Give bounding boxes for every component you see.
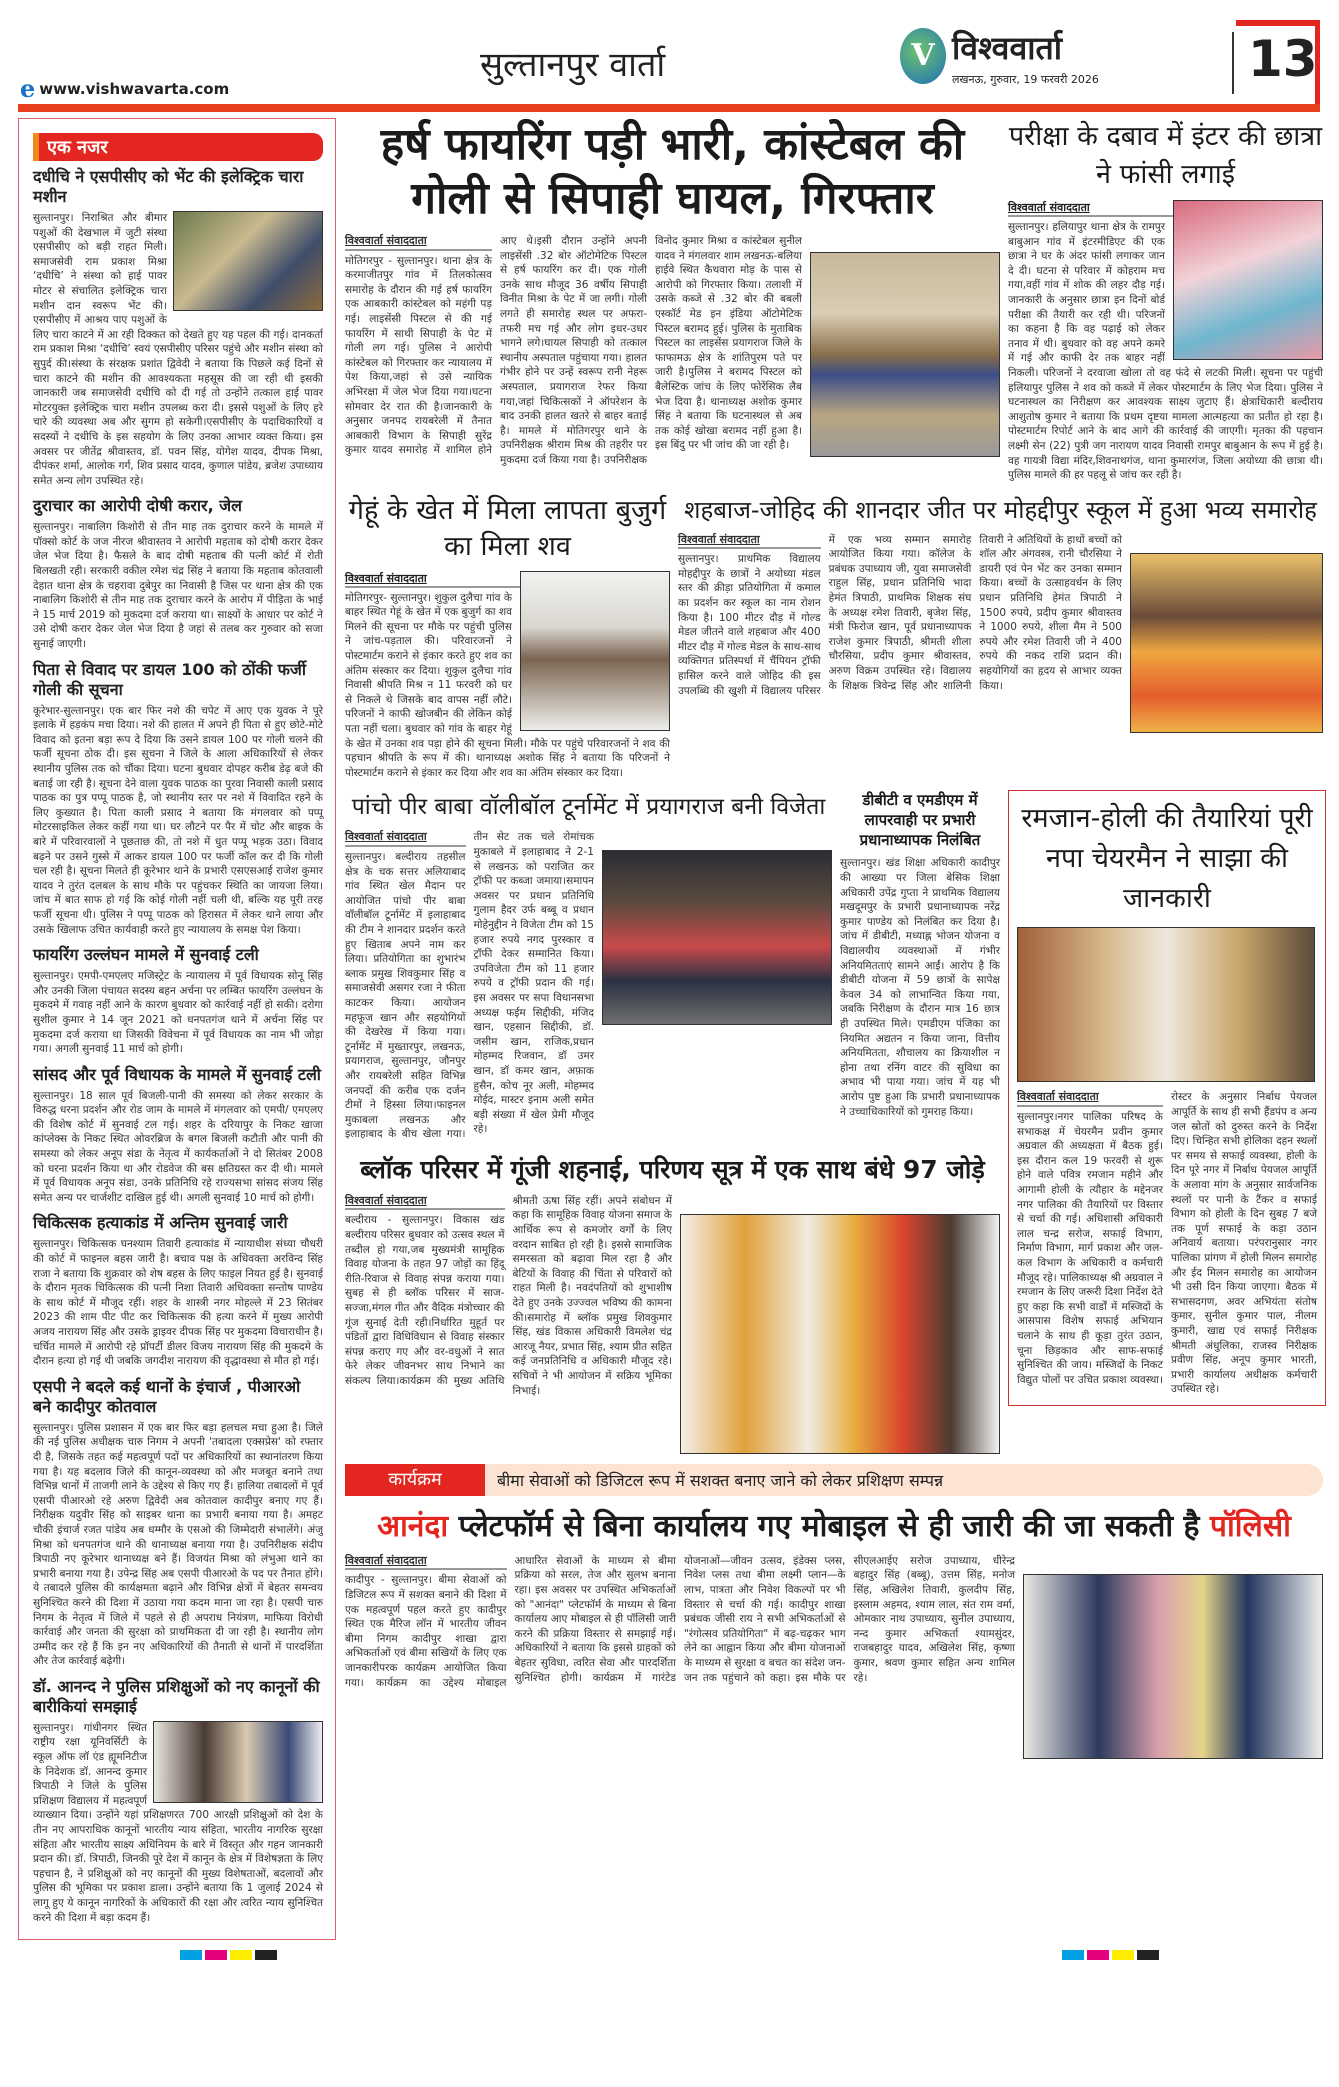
header-rule (18, 104, 1320, 112)
karyakram-subhead: बीमा सेवाओं को डिजिटल रूप में सशक्त बनाए जाने को लेकर प्रशिक्षण सम्पन्न (497, 1470, 944, 1490)
volley-body: विश्ववार्ता संवाददाता सुल्तानपुर। बल्दीराय तहसील क्षेत्र के चक सत्तर अलियाबाद गांव स्थित खेल मैदान पर आयोजित पांचो पीर बाबा वॉलीबॉल टूर्नामेंट में इलाहाबाद की टीम ने शानदार प्रदर्शन करते हुए खिताब अपने नाम कर लिया। प्रतियोगिता का शुभारंभ ब्लाक प्रमुख शिवकुमार सिंह व समाजसेवी असगर रजा ने फीता काटकर किया। आयोजन महफूज खान और सहयोगियों की देखरेख में किया गया। टूर्नामेंट में मुख्तारपुर, लखनऊ, प्रयागराज, सुल्तानपुर, जौनपुर और रायबरेली सहित विभिन्न जनपदों की करीब एक दर्जन टीमों ने हिस्सा लिया।फाइनल मुकाबला लखनऊ और इलाहाबाद के बीच खेला गया। तीन सेट तक चले रोमांचक मुकाबले में इलाहाबाद ने 2-1 से लखनऊ को पराजित कर ट्रॉफी पर कब्जा जमाया।समापन अवसर पर प्रधान प्रतिनिधि गुलाम हैदर उर्फ बब्बू व प्रधान मोहेनुद्दीन ने विजेता टीम को 15 हजार रुपये नगद पुरस्कार व ट्रॉफी देकर सम्मानित किया।उपविजेता टीम को 11 हजार रुपये व ट्रॉफी प्रदान की गई। इस अवसर पर सपा विधानसभा अध्यक्ष फईम सिद्दीकी, मंजिद खान, एहसान सिद्दीकी, डॉ. जसीम खान, राजिक,प्रधान मोहम्मद रिजवान, डॉ उमर खान, डॉ कमर खान, अफ़ाक हुसैन, कोच नूर अली, मोहम्मद मोईद, मास्टर इनाम अली समेत बड़ी संख्या में खेल प्रेमी मौजूद रहे। (345, 830, 594, 1141)
article-body: सुल्तानपुर। पुलिस प्रशासन में एक बार फिर बड़ा हलचल मचा हुआ है। जिले की नई पुलिस अधीक्षक चारु निगम ने अपनी 'तबादला एक्सप्रेस' को रफ्तार दी है, जिसके तहत कई महत्वपूर्ण पदों पर अधिकारियों का स्थानांतरण किया गया है। यह बदलाव जिले की कानून-व्यवस्था को और मजबूत बनाने तथा विभिन्न थानों में ताजगी लाने के उद्देश्य से किए गए हैं। हालिया तबादलों में पूर्व एसपी पीआरओ रहे अरुण द्विवेदी अब कोतवाल कादीपुर बनाए गए हैं। निरीक्षक यदुवीर सिंह को साइबर थाना का प्रभारी बनाया गया है। अमहट चौकी इंचार्ज रजत पांडेय अब धम्मौर के एसओ की जिम्मेदारी संभालेंगे। अंजु मिश्रा को धनपतगंज थाने की थानाध्यक्ष बनाया गया है। उपनिरीक्षक संदीप त्रिपाठी नए कूरेभार थानाध्यक्ष बने हैं। विजयंत मिश्रा को लंभुआ थाने का प्रभारी बनाया गया है। उपेन्द्र सिंह अब एसपी पीआरओ के पद पर तैनात होंगे। ये तबादले पुलिस की कार्यक्षमता बढ़ाने और विभिन्न क्षेत्रों में बेहतर समन्वय सुनिश्चित करने की दिशा में उठाया गया कदम माना जा रहा है। एसपी चारु निगम के नेतृत्व में जिले में पहले से ही अपराध नियंत्रण, माफिया विरोधी कार्रवाई और जनता की सुरक्षा को प्राथमिकता दी जा रही है। स्थानीय लोग उम्मीद कर रहे हैं कि इन नए अधिकारियों की तैनाती से थानों में पारदर्शिता और तेज कार्रवाई बढ़ेगी। (33, 1421, 323, 1668)
article-photo (153, 1721, 323, 1803)
karyakram-band (345, 1464, 1323, 1496)
lead-content (345, 234, 1000, 468)
lic-headline: आनंदा प्लेटफॉर्म से बिना कार्यालय गए मोबाइल से ही जारी की जा सकती है पॉलिसी (377, 1508, 1291, 1544)
article-headline: पिता से विवाद पर डायल 100 को ठोंकी फर्जी गोली की सूचना (33, 659, 306, 699)
article-photo (173, 211, 323, 311)
lead-article (345, 118, 1000, 468)
sidebar-article (33, 1065, 323, 1206)
wheat-headline: गेहूं के खेत में मिला लापता बुजुर्ग का मिला शव (348, 494, 667, 562)
page-number: 13 (1248, 30, 1318, 88)
dbt-article (840, 790, 1000, 1119)
article-body: सुल्तानपुर। नाबालिग किशोरी से तीन माह तक दुराचार करने के मामले में पॉक्सो कोर्ट के जज नीरज श्रीवास्तव ने आरोपी महताब को दोषी करार देकर जेल भेज दिया है। फैसले के बाद दोषी महताब की पत्नी कोर्ट में रोती बिलखती रही। सरकारी वकील रमेश चंद्र सिंह ने बताया कि महताब कोतवाली देहात थाना क्षेत्र के चहरावा दुबेपुर का निवासी है जिस पर थाना क्षेत्र की एक नाबालिग किशोरी से तीन माह तक दुराचार करने के आरोप में पीड़िता के भाई ने 15 मार्च 2019 को मुकदमा दर्ज कराया था। साक्ष्यों के आधार पर कोर्ट ने उसे दोषी करार देकर जेल भेज दिया है जहां से तलब कर गुरुवार को सजा सुनाई जाएगी। (33, 521, 323, 651)
wedding-content (345, 1194, 1000, 1454)
main-area (345, 118, 1323, 1759)
article-headline: चिकित्सक हत्याकांड में अन्तिम सुनवाई जारी (33, 1213, 288, 1233)
ramzan-body: विश्ववार्ता संवाददाता सुल्तानपुर।नगर पालिका परिषद के सभाकक्ष में चेयरमैन प्रवीन कुमार अग्रवाल की अध्यक्षता में बैठक हुई। इस दौरान कल 19 फरवरी से शुरू होने वाले पवित्र रमजान महीने और आगामी होली के त्यौहार के मद्देनजर नगर पालिका की तैयारियों पर विस्तार से चर्चा की गई। अधिशासी अधिकारी लाल चन्द्र सरोज, सफाई विभाग, निर्माण विभाग, मार्ग प्रकाश और जल-कल विभाग के अधिकारी व कर्मचारी मौजूद रहे। पालिकाध्यक्ष श्री अग्रवाल ने रमजान के लिए जरूरी दिशा निर्देश देते हुए कहा कि सभी वार्डों में मस्जिदों के आसपास विशेष सफाई अभियान चलाने के साथ ही कूड़ा तुरंत उठान, चूना छिड़काव और साफ-सफाई सुनिश्चित की जाय। मस्जिदों के निकट विद्युत पोलों पर उचित प्रकाश व्यवस्था। रोस्टर के अनुसार निर्बाध पेयजल आपूर्ति के साथ ही सभी हैंडपंप व अन्य जल स्रोतों को दुरुस्त करने के निर्देश दिए। चिन्हित सभी होलिका दहन स्थलों पर समय से सफाई व्यवस्था, होली के दिन पूरे नगर में निर्बाध पेयजल आपूर्ति के अलावा मांग के अनुसार सार्वजनिक स्थलों पर पानी के टैंकर व सफाई विभाग को होली के दिन सुबह 7 बजे तक पूर्ण सफाई के कड़ा उठान अनिवार्य बताया। परंपरानुसार नगर पालिका प्रांगण में होली मिलन समारोह और ईद मिलन समारोह का आयोजन भी उसी दिन किया जाएगा। बैठक में सभासदगण, अवर अभियंता संतोष कुमार, सुनील कुमार पाल, नीलम कुमारी, खाद्य एवं सफाई निरीक्षक श्रीमती अंधुलिका, राजस्व निरीक्षक प्रवीण सिंह, अनूप कुमार भारती, प्रभारी कार्यालय अधीक्षक कर्मचारी उपस्थित रहे। (1017, 1090, 1317, 1396)
registration-mark (230, 1950, 252, 1960)
registration-strip (0, 1940, 1339, 1970)
exam-content (1008, 200, 1323, 483)
school-article (678, 493, 1323, 733)
exam-headline: परीक्षा के दबाव में इंटर की छात्रा ने फांसी लगाई (1008, 121, 1323, 190)
volley-headline: पांचो पीर बाबा वॉलीबॉल टूर्नामेंट में प्रयागराज बनी विजेता (351, 794, 826, 821)
byline: विश्ववार्ता संवाददाता (345, 234, 492, 251)
article-body: सुल्तानपुर। एमपी-एमएलए मजिस्ट्रेट के न्यायालय में पूर्व विधायक सोनू सिंह और उनकी जिला पंचायत सदस्य बहन अर्चना पर लम्बित फायरिंग उल्लंघन के मुकदमे में गवाह नहीं आने के कारण बुधवार को कार्रवाई नहीं हो सकी। दरोगा सुशील कुमार ने 14 जून 2021 को धनपतगंज थाने में अर्चना सिंह पर मुकदमा दर्ज कराया था जिसकी विवेचना में पूर्व विधायक का नाम भी जोड़ा गया। अगली सुनवाई 11 मार्च को होगी। (33, 970, 323, 1056)
byline: विश्ववार्ता संवाददाता (345, 1194, 505, 1211)
wheat-article (345, 493, 670, 781)
byline: विश्ववार्ता संवाददाता (678, 533, 821, 550)
article-body: सुल्तानपुर। 18 साल पूर्व बिजली-पानी की समस्या को लेकर सरकार के विरुद्ध धरना प्रदर्शन और रोड जाम के मामले में मंगलवार को एमपी/ एमएलए की विशेष कोर्ट में सुनवाई टल गई। शहर के दरियापुर के निकट खाजा कांप्लेक्स के निकट स्थित ओवरब्रिज के बगल बिजली कटौती और पानी की समस्या को लेकर अनूप संडा के नेतृत्व में कार्यकर्ताओं ने दो सितंबर 2008 को धरना प्रदर्शन किया था और रोडवेज की बस क्षतिग्रस्त कर दी थी। मामले में पूर्व विधायक अनूप संडा, उनके प्रतिनिधि रहे राज्यसभा सांसद संजय सिंह समेत अन्य पर चार्जशीट दाखिल हुई थी। अगली सुनवाई 10 मार्च को होगी। (33, 1089, 323, 1204)
registration-mark (255, 1950, 277, 1960)
lead-photo (810, 252, 1000, 457)
volley-article (345, 790, 832, 1141)
ramzan-box (1008, 790, 1326, 1405)
sidebar-article (33, 945, 323, 1057)
registration-mark (1112, 1950, 1134, 1960)
row-top (345, 118, 1323, 483)
lic-body: विश्ववार्ता संवाददाता कादीपुर - सुल्तानपुर। बीमा सेवाओं को डिजिटल रूप में सशक्त बनाने की दिशा में एक महत्वपूर्ण पहल करते हुए कादीपुर स्थित एक मैरिज लॉन में भारतीय जीवन बीमा निगम कादीपुर शाखा द्वारा अभिकर्ताओं एवं बीमा सखियों के लिए एक जानकारीपरक कार्यक्रम आयोजित किया गया। कार्यक्रम का उद्देश्य मोबाइल आधारित सेवाओं के माध्यम से बीमा प्रक्रिया को सरल, तेज और सुलभ बनाना रहा। इस अवसर पर उपस्थित अभिकर्ताओं को "आनंदा" प्लेटफॉर्म के माध्यम से बिना कार्यालय आए मोबाइल से ही पॉलिसी जारी करने की प्रक्रिया विस्तार से समझाई गई। अधिकारियों ने बताया कि इससे ग्राहकों को बेहतर सुविधा, त्वरित सेवा और पारदर्शिता सुनिश्चित होगी। कार्यक्रम में गारंटेड योजनाओं—जीवन उत्सव, इंडेक्स प्लस, निवेश प्लस तथा बीमा लक्ष्मी प्लान—के लाभ, पात्रता और निवेश विकल्पों पर भी विस्तार से चर्चा की गई। कादीपुर शाखा प्रबंधक जीसी राय ने सभी अभिकर्ताओं से "रंगोत्सव प्रतियोगिता" में बढ़-चढ़कर भाग लेने का आह्वान किया और बीमा योजनाओं के माध्यम से सुरक्षा व बचत का संदेश जन-जन तक पहुंचाने को कहा। इस मौके पर सीएलआईए सरोज उपाध्याय, धीरेन्द्र बहादुर सिंह (बब्बू), उत्तम सिंह, मनोज सिंह, अखिलेश तिवारी, कुलदीप सिंह, इस्लाम अहमद, श्याम लाल, संत राम वर्मा, ओमकार नाथ उपाध्याय, सुनील उपाध्याय, नन्द कुमार अभिकर्ता श्यामसुंदर, राजबहादुर यादव, अखिलेश सिंह, कृष्णा कुमार, श्रवण कुमार सहित अन्य शामिल रहे। (345, 1553, 1015, 1689)
wheat-photo (520, 571, 670, 731)
wheat-content (345, 571, 670, 781)
article-body: कूरेभार-सुल्तानपुर। एक बार फिर नशे की चपेट में आए एक युवक ने पूरे इलाके में हड़कंप मचा दिया। नशे की हालत में अपने ही पिता से हुए छोटे-मोटे विवाद को इतना बड़ा रूप दे दिया कि उसने डायल 100 पर गोली चलने की फर्जी सूचना ठोक दी। इस सूचना ने जिले के आला अधिकारियों से लेकर स्थानीय पुलिस तक को चौंका दिया। घटना बुधवार दोपहर करीब डेढ़ बजे की बताई जा रही है। सूचना देने वाला युवक पाठक का पुरवा निवासी काली प्रसाद पाठक का पुत्र पप्पू पाठक है, जो स्थानीय स्तर पर नशे में विवादित रहने के लिए कुख्यात है। पिता काली प्रसाद ने बताया कि मंगलवार को पप्पू मोटरसाइकिल लेकर कहीं गया था। घर लौटने पर पैर में चोट और बाइक के बारे में परिवारवालों ने पूछताछ की, तो नशे में धुत पप्पू भड़क उठा। विवाद बढ़ने पर उसने गुस्से में आकर डायल 100 पर फर्जी कॉल कर दी कि गोली चल रही है। सूचना मिलते ही कूरेभार थाने के प्रभारी एसएसआई राजेश कुमार यादव ने तुरंत दलबल के साथ मौके पर पहुंचकर स्थिति का जायजा लिया। जांच में बात साफ हो गई कि कोई गोली नहीं चली थी, बल्कि यह पूरी तरह फर्जी सूचना थी। पुलिस ने पप्पू पाठक को हिरासत में लेकर थाने लाया और उसके खिलाफ उचित कार्यवाही करते हुए न्यायालय के समक्ष पेश किया। (33, 704, 323, 936)
school-body: विश्ववार्ता संवाददाता सुल्तानपुर। प्राथमिक विद्यालय मोहद्दीपुर के छात्रों ने अयोध्या मंडल स्तर की क्रीड़ा प्रतियोगिता में कमाल का प्रदर्शन कर स्कूल का नाम रोशन किया है। 100 मीटर दौड़ में गोल्ड मेडल जीतने वाले शहबाज और 400 मीटर दौड़ में गोल्ड मेडल के साथ-साथ व्यक्तिगत प्रतिस्पर्धा में चैंपियन ट्रॉफी हासिल करने वाले जोहिद की इस उपलब्धि की खुशी में विद्यालय परिसर में एक भव्य सम्मान समारोह आयोजित किया गया। कॉलेज के प्रबंधक उपाध्याय जी, युवा समाजसेवी राहुल सिंह, प्रधान प्रतिनिधि भादा हेमंत त्रिपाठी, प्राथमिक शिक्षक संघ के अध्यक्ष रमेश तिवारी, बृजेश सिंह, मंत्री फिरोज खान, पूर्व प्रधानाध्यापक राजेश कुमार त्रिपाठी, श्रीमती शीला चौरसिया, प्रदीप कुमार श्रीवास्तव, अरुण विक्रम उपस्थित रहे। विद्यालय के शिक्षक त्रिवेन्द्र सिंह और शालिनी तिवारी ने अतिथियों के हाथों बच्चों को शॉल और अंगवस्त्र, रानी चौरसिया ने डायरी एवं पेन भेंट कर उनका सम्मान किया। बच्चों के उत्साहवर्धन के लिए प्रधान प्रतिनिधि हेमंत त्रिपाठी ने 1500 रुपये, प्रदीप कुमार श्रीवास्तव ने 1000 रुपये, शीला मैम ने 500 रुपये और रमेश तिवारी जी ने 400 रुपये की नकद राशि प्रदान की। सहयोगियों का हृदय से आभार व्यक्त किया। (678, 532, 1122, 697)
sidebar-article (33, 1677, 323, 1925)
article-headline: दधीचि ने एसपीसीए को भेंट की इलेक्ट्रिक चारा मशीन (33, 167, 304, 206)
byline: विश्ववार्ता संवाददाता (345, 571, 670, 588)
section-title: सुल्तानपुर वार्ता (480, 45, 666, 85)
registration-mark (1062, 1950, 1084, 1960)
karyakram-tag: कार्यक्रम (345, 1464, 485, 1496)
registration-group (1062, 1950, 1159, 1960)
lead-body: विश्ववार्ता संवाददाता मोतिगरपुर - सुल्तानपुर। थाना क्षेत्र के करमाजीतपुर गांव में तिलकोत्सव समारोह के दौरान की गई हर्ष फायरिंग एक आबकारी कांस्टेबल को महंगी पड़ गई। लाइसेंसी पिस्टल से की गई फायरिंग में साथी सिपाही के पेट में गोली लग गई। पुलिस ने आरोपी कांस्टेबल को गिरफ्तार कर न्यायालय में पेश किया,जहां से उसे न्यायिक अभिरक्षा में जेल भेज दिया गया।घटना सोमवार देर रात की है।जानकारी के अनुसार जनपद रायबरेली में तैनात आबकारी विभाग के सिपाही सुरेंद्र कुमार यादव समारोह में शामिल होने आए थे।इसी दौरान उन्होंने अपनी लाइसेंसी .32 बोर ऑटोमेटिक पिस्टल से हर्ष फायरिंग कर दी। एक गोली उनके साथ मौजूद 36 वर्षीय सिपाही विनीत मिश्रा के पेट में जा लगी। गोली लगते ही समारोह स्थल पर अफरा-तफरी मच गई और लोग इधर-उधर भागने लगे।घायल सिपाही को तत्काल स्थानीय अस्पताल पहुंचाया गया। हालत गंभीर होने पर उन्हें स्वरूप रानी नेहरू अस्पताल, प्रयागराज रेफर किया गया,जहां चिकित्सकों ने ऑपरेशन के बाद उनकी हालत खतरे से बाहर बताई है। मामले में मोतिगरपुर थाने के उपनिरीक्षक श्रीराम मिश्र की तहरीर पर मुकदमा दर्ज किया गया है। उपनिरीक्षक विनोद कुमार मिश्रा व कांस्टेबल सुनील यादव ने मंगलवार शाम लखनऊ-बलिया हाईवे स्थित कैथवारा मोड़ के पास से आरोपी को गिरफ्तार किया। तलाशी में उसके कब्जे से .32 बोर की बबली एस्कॉर्ट मेड इन इंडिया ऑटोमेटिक पिस्टल बरामद हुई। पुलिस के मुताबिक पिस्टल का लाइसेंस प्रयागराज जिले के फाफामऊ क्षेत्र के शांतिपुरम पते पर जारी है।पुलिस ने बरामद पिस्टल को बैलेस्टिक जांच के लिए फोरेंसिक लैब भेज दिया है। थानाध्यक्ष अशोक कुमार सिंह ने बताया कि घटनास्थल से अब तक कोई खोखा बरामद नहीं हुआ है। इस बिंदु पर भी जांच की जा रही है। (345, 234, 802, 466)
article-body: सुल्तानपुर। निराश्रित और बीमार पशुओं की देखभाल में जुटी संस्था एसपीसीए को बड़ी राहत मिली। समाजसेवी राम प्रकाश मिश्रा ‘दधीचि’ ने संस्था को हाई पावर मोटर से संचालित इलेक्ट्रिक चारा मशीन दान स्वरूप भेंट की।एसपीसीए में आश्रय पाए पशुओं के लिए चारा काटने में आ रही दिक्कत को देखते हुए यह पहल की गई। दानकर्ता राम प्रकाश मिश्रा ‘दधीचि’ स्वयं एसपीसीए परिसर पहुंचे और मशीन संस्था को सुपुर्द की।संस्था के संरक्षक प्रशांत द्विवेदी ने बताया कि पिछले कई दिनों से चारा काटने की मशीन की आवश्यकता महसूस की जा रही थी इसकी जानकारी जब समाजसेवी दधीचि को दी गई तो उन्होंने तत्काल हाई पावर मोटरयुक्त इलेक्ट्रिक चारा मशीन उपलब्ध करा दी। इससे पशुओं के लिए हरे चारे की व्यवस्था अब और सुगम हो सकेगी।एसपीसीए के पदाधिकारियों व सदस्यों ने दधीचि के इस सहयोग के लिए उनका आभार व्यक्त किया। इस अवसर पर जीतेंद्र श्रीवास्तव, डॉ. पवन सिंह, योगेश यादव, दीपक मिश्रा, दीपंकर शर्मा, आलोक गर्ग, शिव प्रसाद यादव, कुणाल पांडेय, ब्रजेश उपाध्याय समेत अन्य लोग उपस्थित रहे। (33, 212, 323, 487)
volley-photo (602, 850, 832, 1025)
sidebar-article (33, 660, 323, 938)
dbt-body: सुल्तानपुर। खंड शिक्षा अधिकारी कादीपुर की आख्या पर जिला बेसिक शिक्षा अधिकारी उपेंद्र गुप्ता ने प्राथमिक विद्यालय मखदूमपुर के प्रभारी प्रधानाध्यापक नरेंद्र कुमार पाण्डेय को निलंबित कर दिया है। जांच में डीबीटी, मध्याह्न भोजन योजना व विद्यालयीय व्यवस्थाओं में गंभीर अनियमितताएं सामने आईं। आरोप है कि डीबीटी योजना में 59 छात्रों के सापेक्ष केवल 34 को लाभान्वित किया गया, जबकि निरीक्षण के दौरान मात्र 16 छात्र ही उपस्थित मिले। एमडीएम पंजिका का नियमित अद्यतन न किया जाना, वित्तीय अनियमितता, शौचालय का क्रियाशील न होना तथा रनिंग वाटर की सुविधा का अभाव भी पाया गया। जांच में यह भी आरोप पुष्ट हुआ कि प्रभारी प्रधानाध्यापक ने उच्चाधिकारियों को गुमराह किया। (840, 857, 1000, 1118)
wedding-body: विश्ववार्ता संवाददाता बल्दीराय - सुल्तानपुर। विकास खंड बल्दीराय परिसर बुधवार को उत्सव स्थल में तब्दील हो गया,जब मुख्यमंत्री सामूहिक विवाह योजना के तहत 97 जोड़ों का हिंदू रीति-रिवाज से विवाह संपन्न कराया गया। सुबह से ही ब्लॉक परिसर में साज-सज्जा,मंगल गीत और वैदिक मंत्रोच्चार की गूंज सुनाई देती रही।निर्धारित मुहूर्त पर पंडितों द्वारा विधिविधान से विवाह संस्कार संपन्न कराए गए और वर-वधुओं ने सात फेरे लेकर जीवनभर साथ निभाने का संकल्प लिया।कार्यक्रम की मुख्य अतिथि श्रीमती ऊषा सिंह रहीं। अपने संबोधन में कहा कि सामूहिक विवाह योजना समाज के आर्थिक रूप से कमजोर वर्गों के लिए वरदान साबित हो रही है। इससे सामाजिक समरसता को बढ़ावा मिल रहा है और बेटियों के विवाह की चिंता से परिवारों को राहत मिली है। नवदंपतियों को शुभाशीष देते हुए उनके उज्ज्वल भविष्य की कामना की।समारोह में ब्लॉक प्रमुख शिवकुमार सिंह, खंड विकास अधिकारी विमलेश चंद्र आरजू नैयर, प्रभात सिंह, श्याम प्रीत सहित कई जनप्रतिनिधि व अधिकारी मौजूद रहे। सचिवों ने भी आयोजन में सक्रिय भूमिका निभाई। (345, 1193, 672, 1397)
article-headline: एसपी ने बदले कई थानों के इंचार्ज , पीआरओ बने कादीपुर कोतवाल (33, 1376, 301, 1416)
lead-headline: हर्ष फायरिंग पड़ी भारी, कांस्टेबल की गोली से सिपाही घायल, गिरफ्तार (380, 119, 965, 224)
byline: विश्ववार्ता संवाददाता (1008, 200, 1323, 217)
school-headline: शहबाज-जोहिद की शानदार जीत पर मोहद्दीपुर स्कूल में हुआ भव्य समारोह (684, 495, 1317, 524)
exam-photo (1173, 200, 1323, 360)
wedding-headline: ब्लॉक परिसर में गूंजी शहनाई, परिणय सूत्र में एक साथ बंधे 97 जोड़े (360, 1154, 985, 1184)
masthead (0, 0, 1339, 118)
volley-content (345, 830, 832, 1141)
school-content (678, 533, 1323, 733)
page-content (18, 118, 1323, 1940)
ek-nazar-label: एक नजर (33, 133, 323, 161)
exam-article (1008, 118, 1323, 483)
byline: विश्ववार्ता संवाददाता (345, 830, 466, 847)
wedding-article (345, 1152, 1000, 1454)
browser-e-icon: e (20, 74, 36, 103)
article-headline: दुराचार का आरोपी दोषी करार, जेल (33, 496, 242, 516)
wheat-body: मोतिगरपुर- सुल्तानपुर। शुकुल दुलैचा गांव के बाहर स्थित गेहूं के खेत में एक बुजुर्ग का शव मिलने की सूचना पर मौके पर पहुंची पुलिस ने जांच-पड़ताल की। परिवारजनों ने पोस्टमार्टम कराने से इंकार करते हुए शव का अंतिम संस्कार कर दिया। शुकुल दुलैचा गांव निवासी श्रीपति मिश्र न 11 फरवरी को घर से निकले थे जिसके बाद वापस नहीं लौटे। परिजनों ने काफी खोजबीन की लेकिन कोई पता नहीं चला। बुधवार को गांव के बाहर गेहूं के खेत में उनका शव पड़ा होने की सूचना मिली। मौके पर पहुंचे परिवारजनों ने शव की पहचान श्रीपति के रूप में की। थानाध्यक्ष अशोक सिंह ने बताया कि परिजनों ने पोस्टमार्टम कराने से इंकार कर दिया और शव का अंतिम संस्कार कर दिया। (345, 591, 670, 779)
divider (1232, 32, 1234, 94)
school-photo (1130, 553, 1323, 733)
ek-nazar-box (18, 118, 336, 1940)
registration-group (180, 1950, 277, 1960)
registration-mark (180, 1950, 202, 1960)
registration-mark (1087, 1950, 1109, 1960)
article-body: सुल्तानपुर। चिकित्सक घनश्याम तिवारी हत्याकांड में न्यायाधीश संध्या चौधरी की कोर्ट में फाइनल बहस जारी है। बचाव पक्ष के अधिवक्ता अरविन्द सिंह राजा ने बताया कि शुक्रवार को शेष बहस के लिए फाइल नियत हुई है। सुनवाई के दौरान मृतक चिकित्सक की पत्नी निशा तिवारी अधिवक्ता सन्तोष पाण्डेय के साथ कोर्ट में मौजूद रहीं। शहर के शास्त्री नगर मोहल्ले में 23 सितंबर 2023 की शाम पीट पीट कर चिकित्सक की हत्या करने में मुख्य आरोपी अजय नारायण सिंह और उसके ड्राइवर दीपक सिंह पर मुकदमा विचाराधीन है। चर्चित मामले में आरोपी रहे प्रॉपर्टी डीलर विजय नारायण सिंह की मुकदमे के दौरान हत्या हो गई थी जबकि जगदीश नारायण की वृद्धावस्था से मौत हो गई। (33, 1238, 323, 1368)
website-url[interactable]: e www.vishwavarta.com (20, 74, 230, 103)
sidebar-article (33, 496, 323, 651)
edition-date: लखनऊ, गुरुवार, 19 फरवरी 2026 (952, 73, 1099, 86)
exam-body: सुल्तानपुर। हलियापुर थाना क्षेत्र के रामपुर बाबुआन गांव में इंटरमीडिएट की एक छात्रा ने घर के अंदर फांसी लगाकर जान दे दी। घटना से परिवार में कोहराम मच गया,वहीं गांव में शोक की लहर दौड़ गई। जानकारी के अनुसार छात्रा इन दिनों बोर्ड परीक्षा की तैयारी कर रही थी। परिजनों का कहना है कि वह पढ़ाई को लेकर तनाव में थी। बुधवार को वह अपने कमरे में गई और काफी देर तक बाहर नहीं निकली। परिजनों ने दरवाजा खोला तो वह फंदे से लटकी मिली। सूचना पर पहुंची हलियापुर पुलिस ने शव को कब्जे में लेकर पोस्टमार्टम के लिए भेज दिया। पुलिस ने घटनास्थल का निरीक्षण कर आवश्यक साक्ष्य जुटाए हैं। क्षेत्राधिकारी बल्दीराय आशुतोष कुमार ने बताया कि प्रथम दृष्टया मामला आत्महत्या का प्रतीत हो रहा है। पोस्टमार्टम रिपोर्ट आने के बाद आगे की कार्रवाई की जाएगी। मृतका की पहचान लक्ष्मी सेन (22) पुत्री जग नारायण यादव निवासी रामपुर बाबुआन के रूप में हुई है। वह गायत्री विद्या मंदिर,शिवनाथगंज, थाना कुमारगंज, जिला अयोध्या की छात्रा थी। पुलिस मामले की हर पहलू से जांच कर रही है। (1008, 221, 1323, 482)
byline: विश्ववार्ता संवाददाता (345, 1554, 507, 1571)
ramzan-photo (1017, 927, 1315, 1082)
registration-mark (1137, 1950, 1159, 1960)
article-headline: सांसद और पूर्व विधायक के मामले में सुनवाई टली (33, 1064, 321, 1084)
lic-article (345, 1506, 1323, 1759)
article-headline: फायरिंग उल्लंघन मामले में सुनवाई टली (33, 945, 259, 965)
article-headline: डॉ. आनन्द ने पुलिस प्रशिक्षुओं को नए कानूनों की बारीकियां समझाई (33, 1676, 320, 1716)
byline: विश्ववार्ता संवाददाता (1017, 1090, 1163, 1107)
row-third (345, 790, 1323, 1453)
volley-dbt-row (345, 790, 1000, 1141)
sidebar-article (33, 1213, 323, 1368)
dbt-headline: डीबीटी व एमडीएम में लापरवाही पर प्रभारी प्रधानाध्यापक निलंबित (859, 791, 981, 850)
ramzan-headline: रमजान-होली की तैयारियां पूरी नपा चेयरमैन ने साझा की जानकारी (1021, 803, 1313, 915)
wedding-photo (680, 1214, 1000, 1454)
sidebar-article (33, 1377, 323, 1669)
brand-name: विश्ववार्ता (952, 29, 1063, 67)
lic-photo (1023, 1574, 1323, 1759)
left-stack (345, 790, 1000, 1453)
row-second (345, 493, 1323, 781)
sidebar-article (33, 167, 323, 488)
lic-content (345, 1554, 1323, 1759)
registration-mark (205, 1950, 227, 1960)
vishwavarta-logo-icon: V (900, 28, 946, 84)
article-body: सुल्तानपुर। गांधीनगर स्थित राष्ट्रीय रक्षा यूनिवर्सिटी के स्कूल ऑफ लॉ एंड ह्यूमनिटीज के निदेशक डॉ. आनन्द कुमार त्रिपाठी ने जिले के पुलिस प्रशिक्षण विद्यालय में महत्वपूर्ण व्याख्यान दिया। उन्होंने यहां प्रशिक्षणरत 700 आरक्षी प्रशिक्षुओं को देश के तीन नए आपराधिक कानूनों भारतीय न्याय संहिता, भारतीय नागरिक सुरक्षा संहिता और भारतीय साक्ष्य अधिनियम के बारे में विस्तृत और गहन जानकारी प्रदान की। डॉ. त्रिपाठी, जिनकी पूरे देश में कानून के क्षेत्र में विशेषज्ञता के लिए पहचान है, ने प्रशिक्षुओं को नए कानूनों की मुख्य विशेषताओं, बदलावों और पुलिस की भूमिका पर प्रकाश डाला। उन्होंने बताया कि 1 जुलाई 2024 से लागू हुए ये कानून नागरिकों के अधिकारों की रक्षा और त्वरित न्याय सुनिश्चित करने की दिशा में बड़ा कदम हैं। (33, 1721, 324, 1924)
